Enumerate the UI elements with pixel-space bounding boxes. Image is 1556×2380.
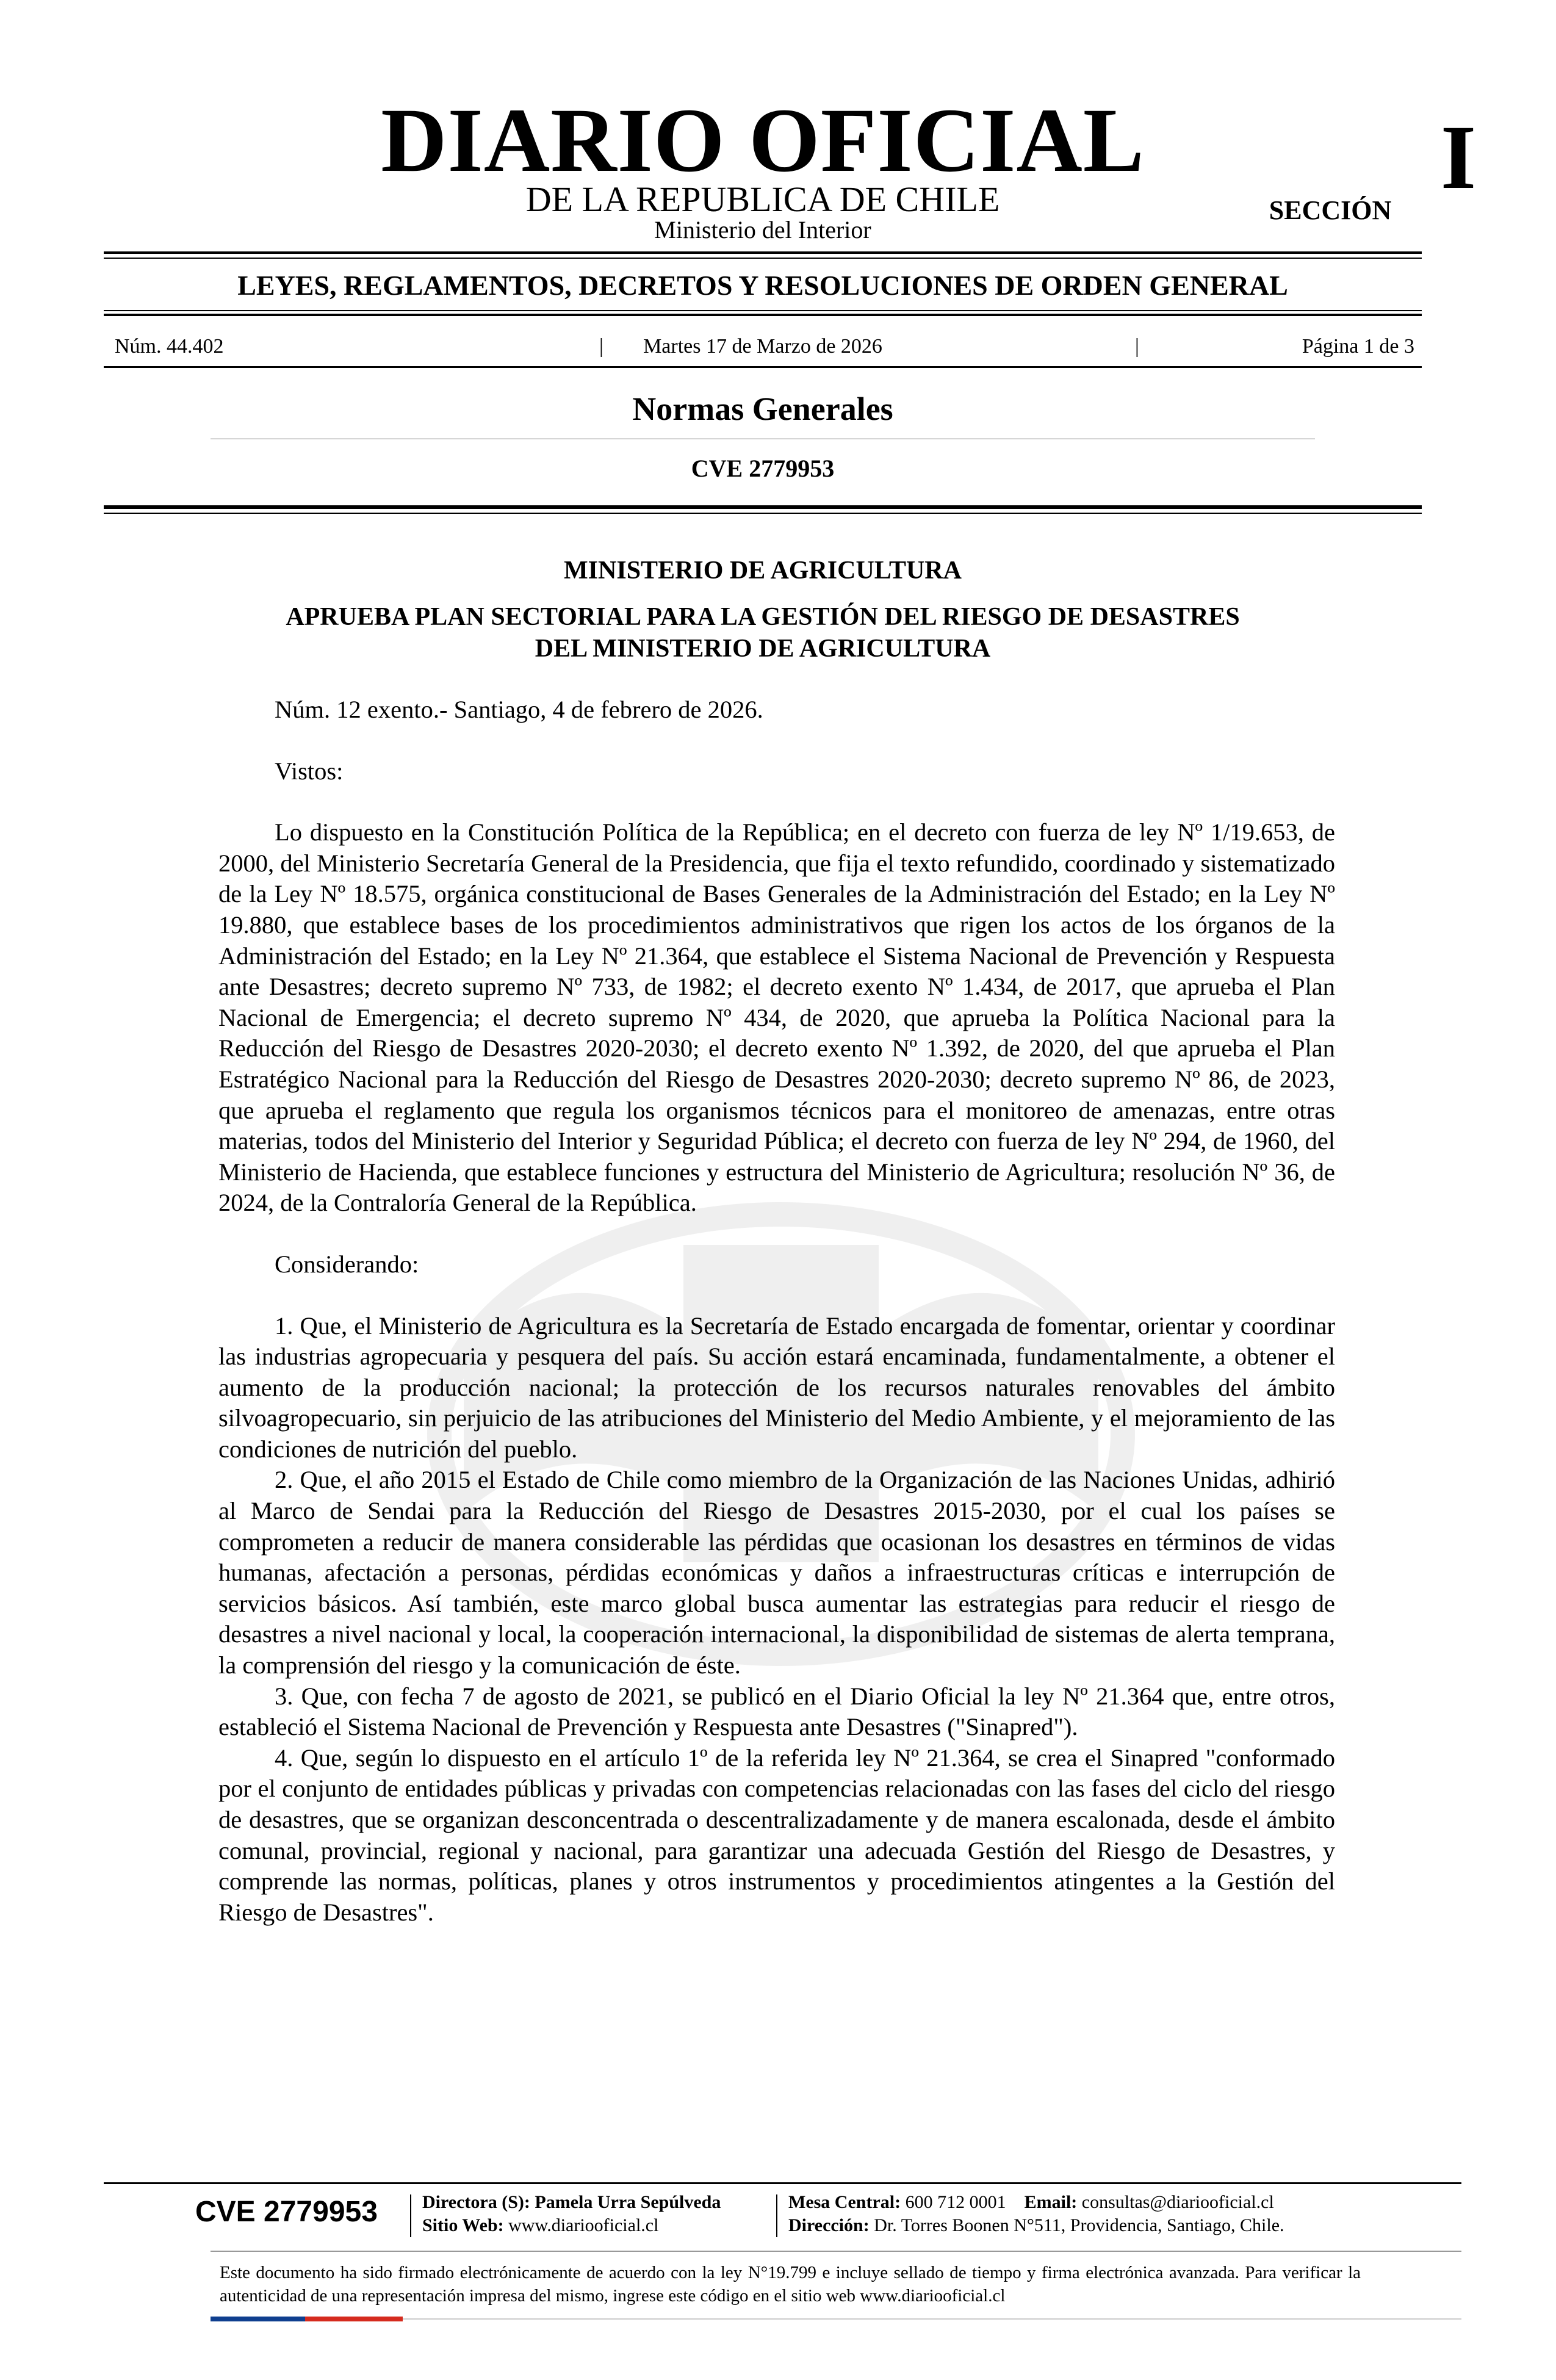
considerando-paragraph: 1. Que, el Ministerio de Agricultura es la Secretaría de Estado encargada de fomentar, orientar y coordinar las industrias agropecuaria y pesquera del país. Su acción estará encaminada, fundamentalmente, a obtener el aumento de la producción nacional; la protección de los recursos naturales renovables del ámbito silvoagropecuario, sin perjuicio de las atribuciones del Ministerio del Medio Ambiente, y el mejoramiento de las condiciones de nutrición del pueblo. (218, 1311, 1335, 1463)
issue-date: Martes 17 de Marzo de 2026 (643, 335, 882, 358)
cve-rule-thin (104, 513, 1422, 514)
email-label: Email: (1024, 2192, 1078, 2212)
decree-title (104, 601, 1422, 665)
section-heading: Normas Generales (632, 391, 893, 427)
footer-contact-left (422, 2191, 721, 2237)
email-link[interactable]: consultas@diariooficial.cl (1081, 2192, 1274, 2212)
cve-code: CVE 2779953 (691, 455, 835, 482)
footer-contact-right (788, 2191, 1284, 2237)
considerando-paragraph: 3. Que, con fecha 7 de agosto de 2021, se publicó en el Diario Oficial la ley Nº 21.364 que, entre otros, estableció el Sistema Nacional de Prevención y Respuesta ante Desastres ("Sinapred"). (218, 1682, 1335, 1741)
vistos-label: Vistos: (275, 757, 344, 785)
decree-title-line: DEL MINISTERIO DE AGRICULTURA (535, 635, 991, 663)
footer-rule (104, 2182, 1461, 2184)
category-heading: LEYES, REGLAMENTOS, DECRETOS Y RESOLUCIONES DE ORDEN GENERAL (237, 270, 1288, 301)
footer-thin-rule (211, 2251, 1461, 2252)
cve-rule-thick (104, 505, 1422, 509)
separator: | (599, 335, 603, 358)
section-number: I (1440, 107, 1477, 208)
section-thin-rule (211, 438, 1315, 439)
issue-info-bar (104, 330, 1422, 364)
category-rule-thick (104, 314, 1422, 316)
flag-stripe-blue (211, 2317, 305, 2321)
flag-stripe-grey (403, 2318, 1461, 2320)
masthead-subtitle: DE LA REPUBLICA DE CHILE (525, 179, 1000, 219)
phone-label: Mesa Central: (788, 2192, 901, 2212)
section-label: SECCIÓN (1269, 195, 1392, 225)
masthead (104, 92, 1422, 250)
header-rule (104, 251, 1422, 254)
vistos-paragraph: Lo dispuesto en la Constitución Política de la República; en el decreto con fuerza de ley Nº 1/19.653, de 2000, del Ministerio Secretaría General de la Presidencia, que fija el texto refundido, coordinado y sistematizado de la Ley Nº 18.575, orgánica constitucional de Bases Generales de la Administración del Estado; en la Ley Nº 19.880, que establece bases de los procedimientos administrativos que rigen los actos de los órganos de la Administración del Estado; en la Ley Nº 21.364, que establece el Sistema Nacional de Prevención y Respuesta ante Desastres; decreto supremo Nº 733, de 1982; el decreto exento Nº 1.434, de 2017, que aprueba el Plan Nacional de Emergencia; el decreto supremo Nº 434, de 2020, que aprueba la Política Nacional para la Reducción del Riesgo de Desastres 2020-2030; el decreto exento Nº 1.392, de 2020, del que aprueba el Plan Estratégico Nacional para la Reducción del Riesgo de Desastres 2020-2030; decreto supremo Nº 86, de 2023, que aprueba el reglamento que regula los organismos técnicos para el monitoreo de amenazas, entre otras materias, todos del Ministerio del Interior y Seguridad Pública; el decreto con fuerza de ley Nº 294, de 1960, del Ministerio de Hacienda, que establece funciones y estructura del Ministerio de Agricultura; resolución Nº 36, de 2024, de la Contraloría General de la República. (218, 818, 1335, 1217)
address-value: Dr. Torres Boonen N°511, Providencia, Santiago, Chile. (874, 2215, 1284, 2235)
separator: | (1135, 335, 1139, 358)
web-label: Sitio Web: (422, 2215, 504, 2235)
decree-title-line: APRUEBA PLAN SECTORIAL PARA LA GESTIÓN DEL RIESGO DE DESASTRES (286, 603, 1240, 631)
footer-legal-notice: Este documento ha sido firmado electrónicamente de acuerdo con la ley N°19.799 e incluye sellado de tiempo y firma electrónica avanzada. Para verificar la autenticidad de una representación impresa del mismo, ingrese este código en el sitio web www.diariooficial.cl (220, 2263, 1361, 2306)
considerando-paragraph: 4. Que, según lo dispuesto en el artículo 1º de la referida ley Nº 21.364, se crea el Sinapred "conformado por el conjunto de entidades públicas y privadas con competencias relacionadas con las fases del ciclo del riesgo de desastres, que se organizan desconcentrada o descentralizadamente y de manera escalonada, desde el ámbito comunal, provincial, regional y nacional, para garantizar una adecuada Gestión del Riesgo de Desastres, y comprende las normas, políticas, planes y otros instrumentos y procedimientos atingentes a la Gestión del Riesgo de Desastres". (218, 1744, 1335, 1926)
phone-value: 600 712 0001 (905, 2192, 1006, 2212)
decree-number-line: Núm. 12 exento.- Santiago, 4 de febrero de 2026. (275, 696, 763, 723)
header-rule-thin (104, 258, 1422, 259)
director-name: Pamela Urra Sepúlveda (535, 2192, 721, 2212)
masthead-ministry: Ministerio del Interior (654, 216, 871, 243)
address-label: Dirección: (788, 2215, 870, 2235)
issue-number: Núm. 44.402 (115, 335, 224, 358)
footer-cve-code: CVE 2779953 (195, 2196, 378, 2228)
considerando-label: Considerando: (275, 1250, 419, 1278)
flag-stripe-red (305, 2317, 403, 2321)
decree-body (218, 694, 1335, 1928)
masthead-title: DIARIO OFICIAL (381, 90, 1145, 191)
web-link[interactable]: www.diariooficial.cl (508, 2215, 659, 2235)
info-rule (104, 366, 1422, 368)
footer-divider (776, 2194, 777, 2237)
decree-ministry: MINISTERIO DE AGRICULTURA (564, 557, 962, 585)
page-indicator: Página 1 de 3 (1302, 335, 1414, 358)
director-label: Directora (S): (422, 2192, 530, 2212)
considerando-paragraph: 2. Que, el año 2015 el Estado de Chile como miembro de la Organización de las Naciones Unidas, adhirió al Marco de Sendai para la Reducción del Riesgo de Desastres 2015-2030, por el cual los países se comprometen a reducir de manera considerable las pérdidas que ocasionan los desastres en términos de vidas humanas, afectación a personas, pérdidas económicas y daños a infraestructuras críticas e interrupción de servicios básicos. Así también, este marco global busca aumentar las estrategias para reducir el riesgo de desastres a nivel nacional y local, la cooperación internacional, la disponibilidad de sistemas de alerta temprana, la comprensión del riesgo y la comunicación de éste. (218, 1466, 1335, 1679)
footer-divider (410, 2194, 411, 2237)
category-rule (104, 310, 1422, 311)
